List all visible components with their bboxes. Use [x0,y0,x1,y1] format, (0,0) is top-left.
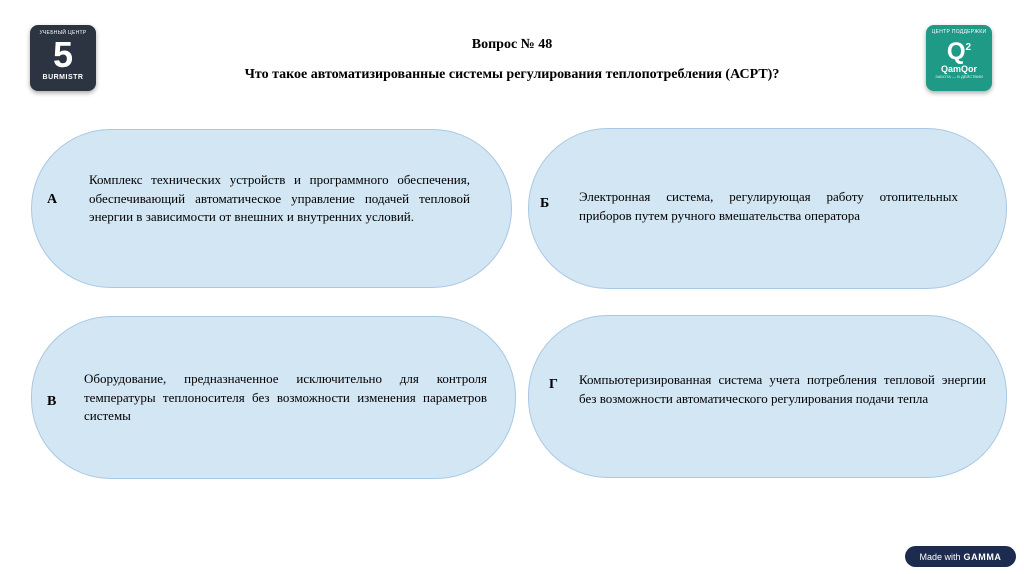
option-text: Электронная система, регулирующая работу отопительных приборов путем ручного вмешательства оператора [579,189,958,223]
badge-label: Made with [919,551,961,562]
logo-right-tagline: ЗАБОТА — В ДЕЙСТВИИ [935,74,983,79]
logo-left-caption: УЧЕБНЫЙ ЦЕНТР [39,30,87,36]
option-letter: В [47,394,57,409]
answer-option-g[interactable] [528,315,1007,478]
question-number: Вопрос № 48 [471,37,553,52]
option-text: Оборудование, предназначенное исключительно для контроля температуры теплоносителя без возможности изменения параметров системы [84,371,487,423]
option-letter: Г [549,377,558,392]
question-text: Что такое автоматизированные системы регулирования теплопотребления (АСРТ)? [244,67,780,82]
logo-left-brand: BURMISTR [42,74,84,81]
logo-left-number: 5 [52,34,74,75]
option-letter: А [47,192,58,207]
option-text: Комплекс технических устройств и программного обеспечения, обеспечивающий автоматическое управление подачей тепловой энергии в зависимости от внешних и внутренних условий. [89,172,470,224]
option-letter: Б [540,196,550,211]
answer-option-a[interactable] [31,129,512,288]
made-with-gamma-badge[interactable] [905,546,1016,567]
option-text: Компьютеризированная система учета потребления тепловой энергии без возможности автоматического регулирования подачи тепла [579,372,986,406]
answer-option-b[interactable] [528,128,1007,289]
logo-right-brand: QamQor [940,64,977,74]
logo-right-caption: ЦЕНТР ПОДДЕРЖКИ [931,29,987,35]
answer-option-v[interactable] [31,316,516,479]
logo-right-q: $Q^2$ [946,38,972,65]
gamma-logo: GAMMA [963,551,1002,562]
